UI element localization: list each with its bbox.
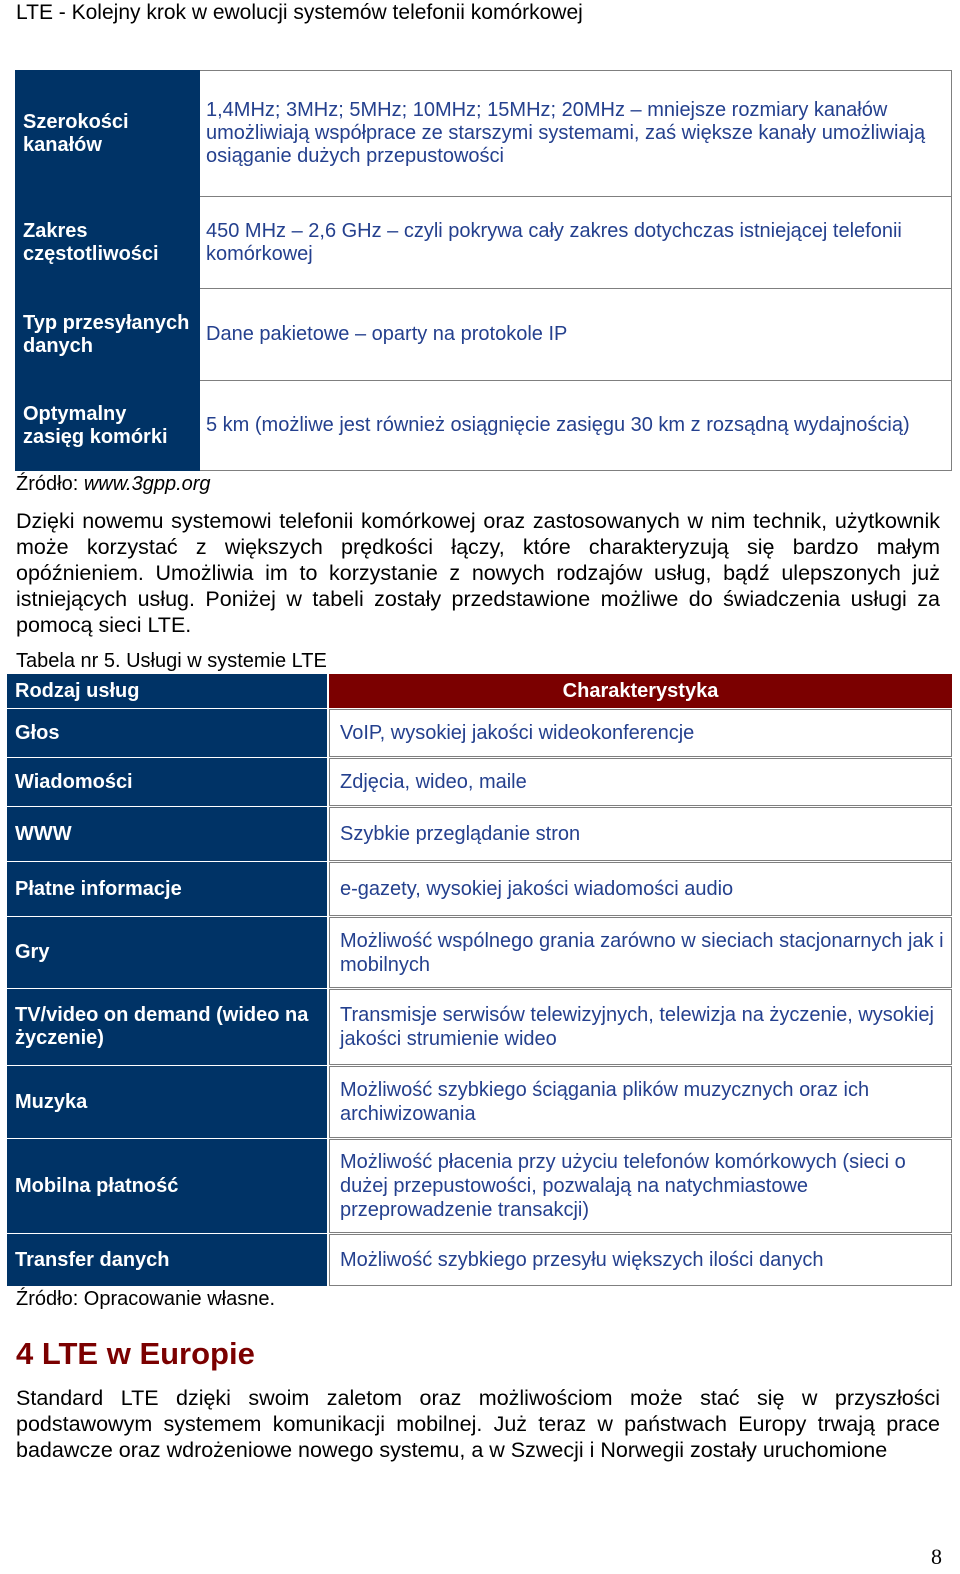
service-name-cell: TV/video on demand (wideo na życzenie) (7, 989, 327, 1065)
table-key-cell: Szerokości kanałów (16, 71, 200, 197)
table-row (16, 289, 952, 381)
service-name-cell: WWW (7, 807, 327, 861)
table-key-cell: Zakres częstotliwości (16, 197, 200, 289)
table-row (16, 197, 952, 289)
table-row (7, 1234, 952, 1286)
table-row (16, 381, 952, 471)
service-description-cell: e-gazety, wysokiej jakości wiadomości audio (329, 862, 952, 916)
service-description-cell: Możliwość wspólnego grania zarówno w sieciach stacjonarnych jak i mobilnych (329, 917, 952, 988)
table-row (7, 709, 952, 757)
table-value-cell: 1,4MHz; 3MHz; 5MHz; 10MHz; 15MHz; 20MHz – mniejsze rozmiary kanałów umożliwiają współprace ze starszymi systemami, zaś większe kanały umożliwiają osiąganie dużych przepustowości (200, 71, 952, 197)
service-description-cell: Możliwość szybkiego ściągania plików muzycznych oraz ich archiwizowania (329, 1066, 952, 1138)
service-name-cell: Muzyka (7, 1066, 327, 1138)
section-heading: 4 LTE w Europie (16, 1336, 255, 1371)
table-key-cell: Optymalny zasięg komórki (16, 381, 200, 471)
lte-parameters-table (15, 70, 952, 471)
service-description-cell: Szybkie przeglądanie stron (329, 807, 952, 861)
service-description-cell: Możliwość płacenia przy użyciu telefonów komórkowych (sieci o dużej przepustowości, pozwalają na natychmiastowe przeprowadzenie transakcji) (329, 1139, 952, 1233)
page-header-title: LTE - Kolejny krok w ewolucji systemów telefonii komórkowej (16, 1, 583, 24)
service-name-cell: Mobilna płatność (7, 1139, 327, 1233)
source-url: www.3gpp.org (83, 473, 211, 495)
table-row (7, 1139, 952, 1233)
body-paragraph: Standard LTE dzięki swoim zaletom oraz możliwościom może stać się w przyszłości podstawowym systemem komunikacji mobilnej. Już teraz w państwach Europy trwają prace badawcze oraz wdrożeniowe nowego systemu, a w Szwecji i Norwegii zostały uruchomione (16, 1386, 940, 1462)
table-row (7, 989, 952, 1065)
table2-caption: Tabela nr 5. Usługi w systemie LTE (16, 650, 327, 672)
table-row (7, 1066, 952, 1138)
service-description-cell: VoIP, wysokiej jakości wideokonferencje (329, 709, 952, 757)
service-description-cell: Zdjęcia, wideo, maile (329, 758, 952, 806)
table-value-cell: 450 MHz – 2,6 GHz – czyli pokrywa cały zakres dotychczas istniejącej telefonii komórkowej (200, 197, 952, 289)
table-key-cell: Typ przesyłanych danych (16, 289, 200, 381)
source-label: Źródło: (16, 473, 84, 495)
service-description-cell: Możliwość szybkiego przesyłu większych ilości danych (329, 1234, 952, 1286)
service-name-cell: Transfer danych (7, 1234, 327, 1286)
page-number: 8 (931, 1544, 942, 1569)
table1-source (16, 472, 211, 496)
table-row (7, 917, 952, 988)
service-name-cell: Gry (7, 917, 327, 988)
table-row (7, 807, 952, 861)
header-key-cell: Rodzaj usług (7, 674, 327, 708)
table-header-row (7, 674, 952, 708)
table-row (7, 862, 952, 916)
table-value-cell: 5 km (możliwe jest również osiągnięcie zasięgu 30 km z rozsądną wydajnością) (200, 381, 952, 471)
service-name-cell: Głos (7, 709, 327, 757)
service-description-cell: Transmisje serwisów telewizyjnych, telewizja na życzenie, wysokiej jakości strumienie wideo (329, 989, 952, 1065)
table-value-cell: Dane pakietowe – oparty na protokole IP (200, 289, 952, 381)
body-paragraph: Dzięki nowemu systemowi telefonii komórkowej oraz zastosowanych w nim technik, użytkownik może korzystać z większych prędkości łączy, które charakteryzują się bardzo małym opóźnieniem. Umożliwia im to korzystanie z nowych rodzajów usług, bądź ulepszonych już istniejących usług. Poniżej w tabeli zostały przedstawione możliwe do świadczenia usługi za pomocą sieci LTE. (16, 509, 940, 637)
table-row (16, 71, 952, 197)
table-row (7, 758, 952, 806)
service-name-cell: Wiadomości (7, 758, 327, 806)
header-value-cell: Charakterystyka (329, 674, 952, 708)
table2-source: Źródło: Opracowanie własne. (16, 1288, 276, 1310)
service-name-cell: Płatne informacje (7, 862, 327, 916)
